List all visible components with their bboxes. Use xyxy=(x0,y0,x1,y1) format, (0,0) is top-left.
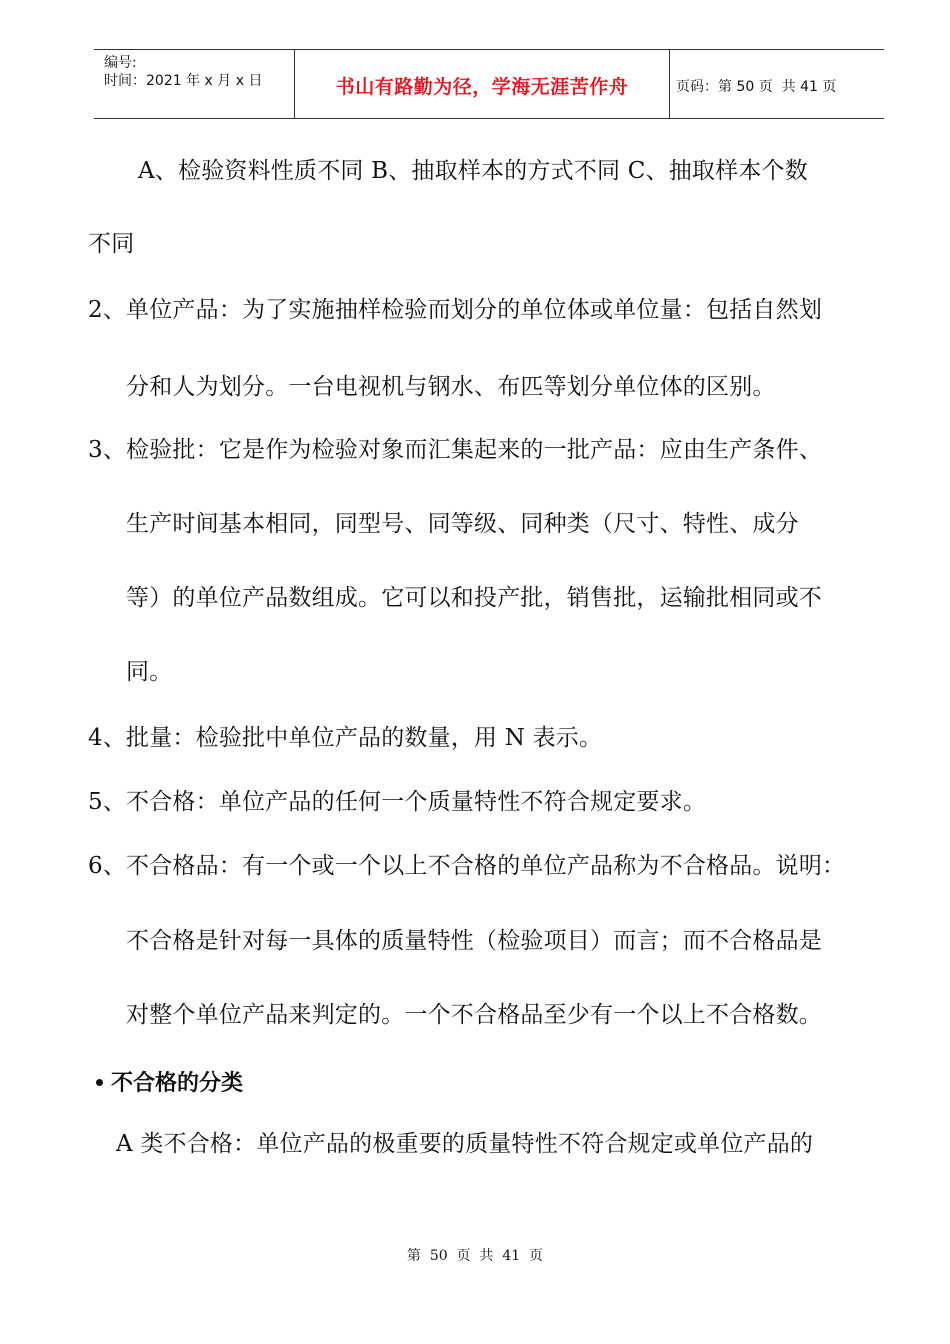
list-item-2-cont: 分和人为划分。一台电视机与钢水、布匹等划分单位体的区别。 xyxy=(126,374,776,400)
bullet-icon xyxy=(96,1079,103,1086)
header-page-code: 页码：第 50 页 共 41 页 xyxy=(676,79,837,95)
list-item-2: 2、单位产品：为了实施抽样检验而划分的单位体或单位量：包括自然划 xyxy=(88,297,823,323)
header-meta xyxy=(94,50,294,122)
list-item-6: 6、不合格品：有一个或一个以上不合格的单位产品称为不合格品。说明： xyxy=(88,853,846,879)
document-number-label: 编号: xyxy=(104,55,137,71)
list-item-3-cont: 生产时间基本相同，同型号、同等级、同种类（尺寸、特性、成分 xyxy=(126,511,799,537)
list-item-3-cont: 同。 xyxy=(126,659,173,685)
list-item-3-cont: 等）的单位产品数组成。它可以和投产批，销售批，运输批相同或不 xyxy=(126,585,822,611)
list-item-3: 3、检验批：它是作为检验对象而汇集起来的一批产品：应由生产条件、 xyxy=(88,437,823,463)
page-footer: 第 50 页 共 41 页 xyxy=(406,1248,544,1264)
header-motto-cell xyxy=(294,50,670,118)
class-a-paragraph: A 类不合格：单位产品的极重要的质量特性不符合规定或单位产品的 xyxy=(116,1131,814,1157)
document-time-label: 时间：2021 年 x 月 x 日 xyxy=(104,73,263,89)
list-item-6-cont: 不合格是针对每一具体的质量特性（检验项目）而言；而不合格品是 xyxy=(126,928,822,954)
header-page-cell xyxy=(668,50,884,118)
list-item-6-cont: 对整个单位产品来判定的。一个不合格品至少有一个以上不合格数。 xyxy=(126,1002,822,1028)
header-motto: 书山有路勤为径，学海无涯苦作舟 xyxy=(335,76,629,98)
section-heading xyxy=(96,1066,243,1097)
body-line: 不同 xyxy=(88,231,135,257)
list-item-4: 4、批量：检验批中单位产品的数量，用 N 表示。 xyxy=(88,725,603,751)
body-line: A、检验资料性质不同 B、抽取样本的方式不同 C、抽取样本个数 xyxy=(138,158,808,184)
page-header xyxy=(94,49,884,119)
list-item-5: 5、不合格：单位产品的任何一个质量特性不符合规定要求。 xyxy=(88,789,707,815)
section-heading-text: 不合格的分类 xyxy=(111,1071,244,1096)
